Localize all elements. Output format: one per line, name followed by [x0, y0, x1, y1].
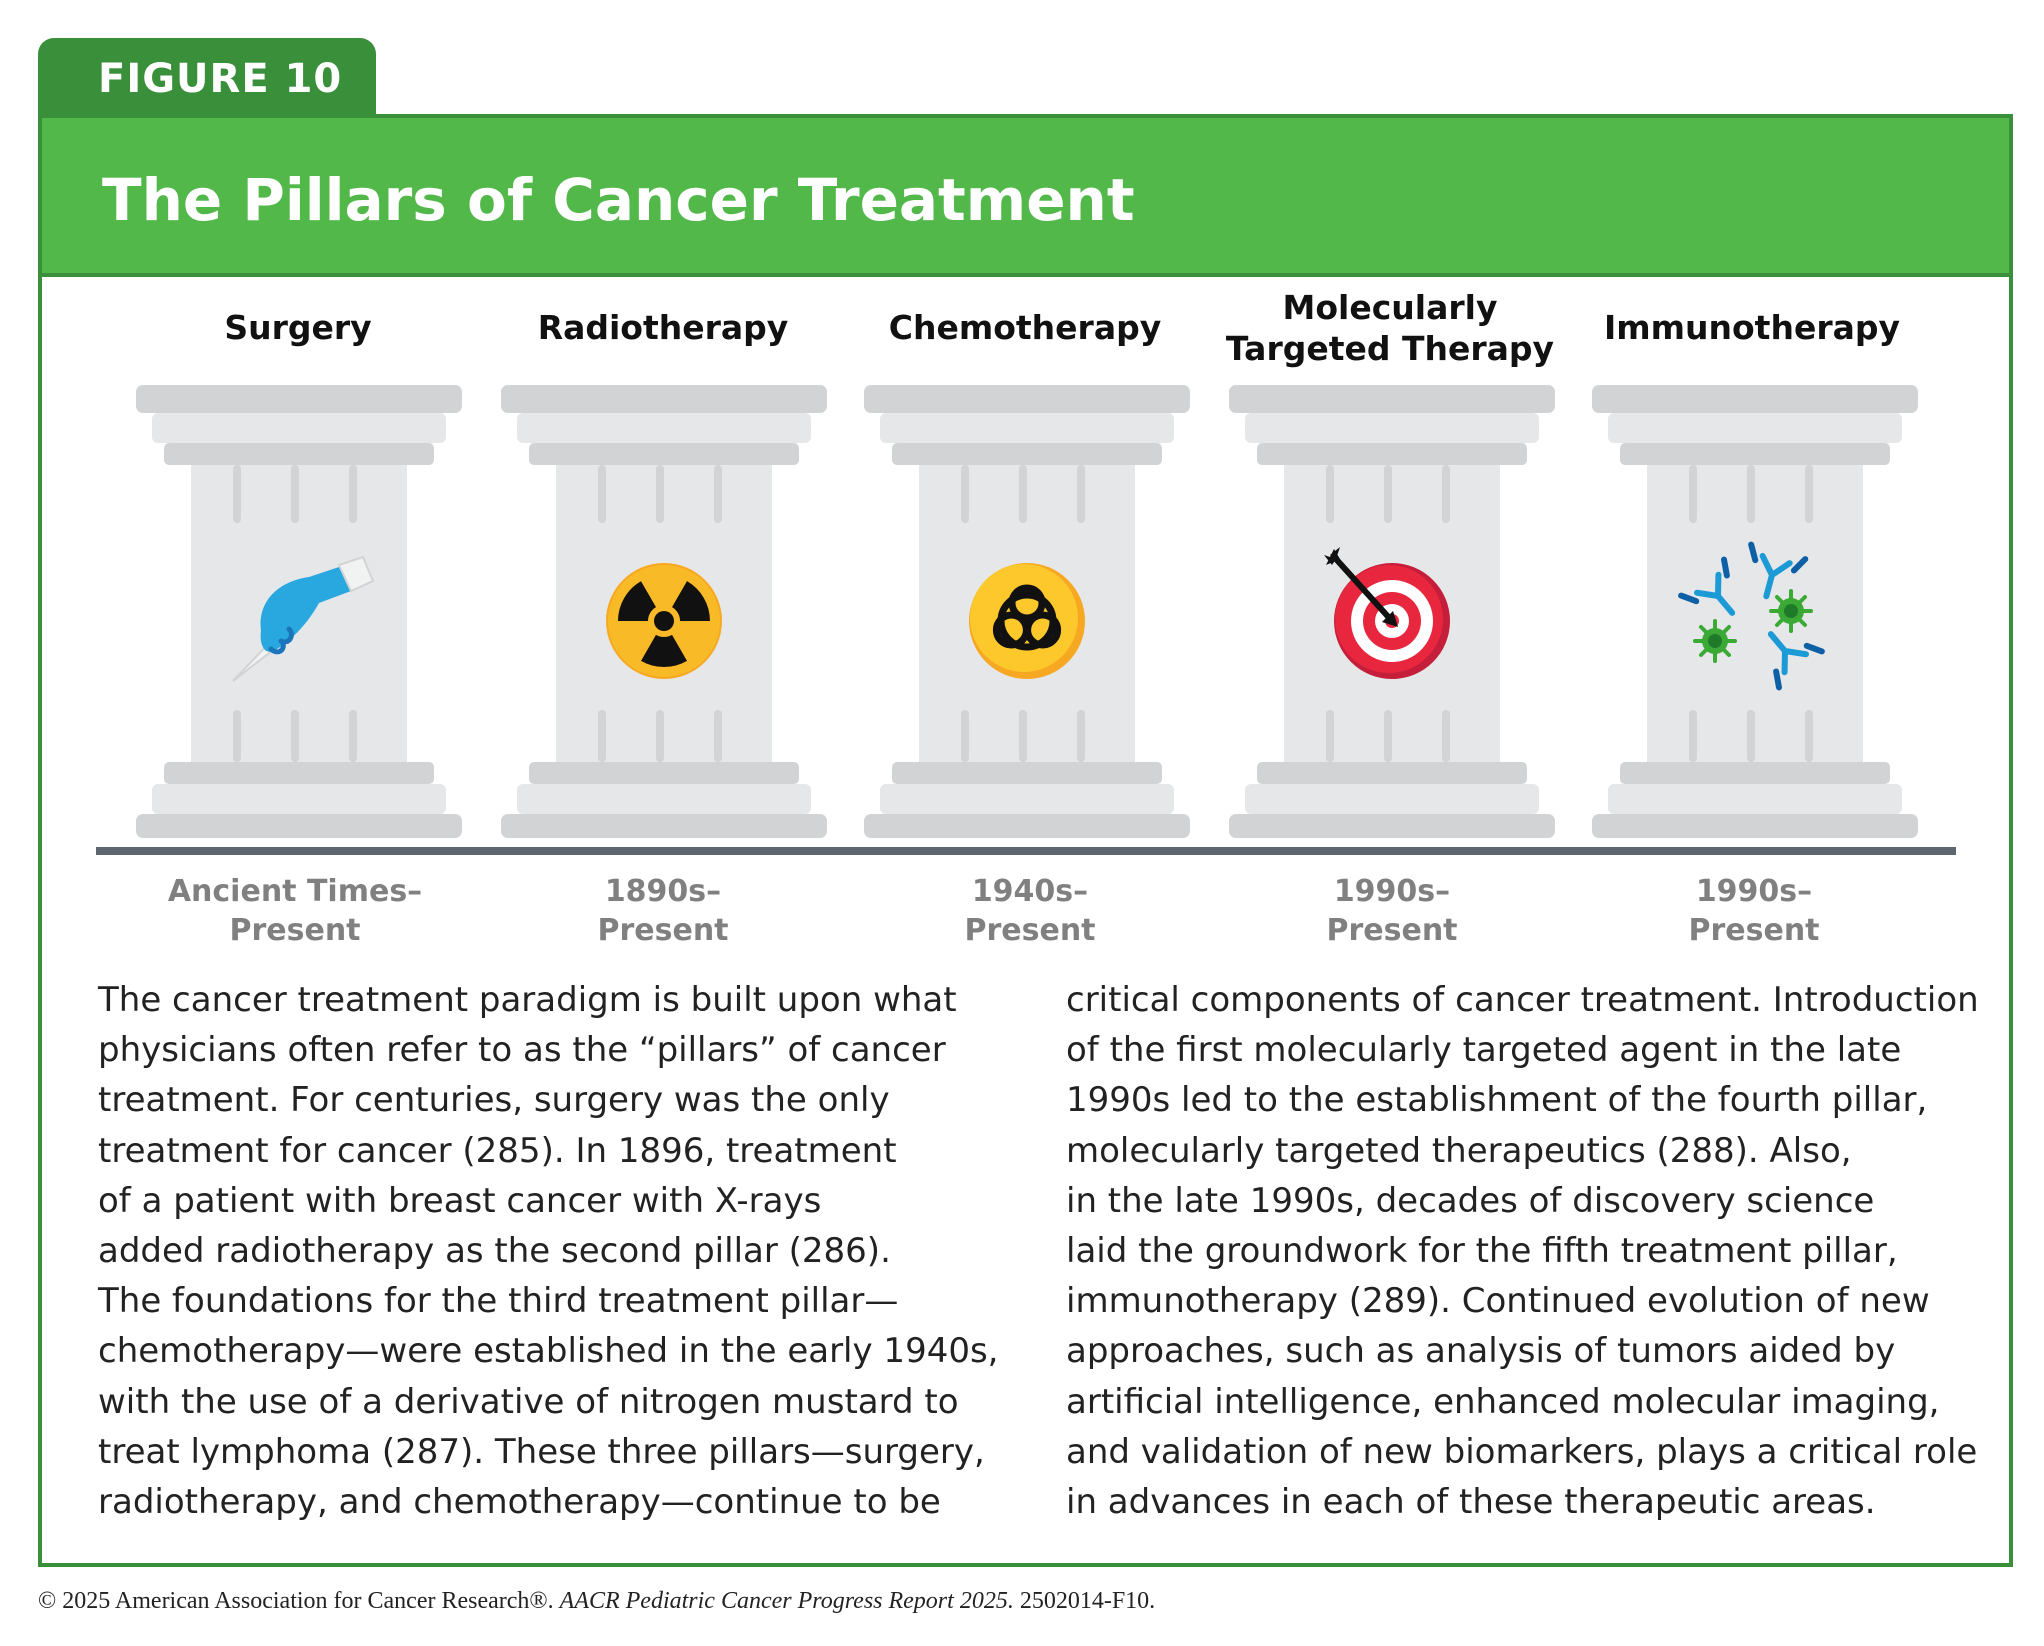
- figure-label: FIGURE 10: [98, 56, 343, 102]
- body-line: immunotherapy (289). Continued evolution of new: [1066, 1281, 1930, 1322]
- virus-icon: [1695, 621, 1735, 661]
- period-line: 1890s–: [604, 874, 722, 909]
- period-immunotherapy: [1604, 872, 1904, 950]
- pillar-title-line: Chemotherapy: [888, 308, 1162, 347]
- period-radiotherapy: [513, 872, 813, 950]
- pillar-surgery: [136, 385, 462, 850]
- body-line: 1990s led to the establishment of the fourth pillar,: [1066, 1080, 1928, 1121]
- body-line: physicians often refer to as the “pillars” of cancer: [98, 1030, 946, 1071]
- body-line: The foundations for the third treatment pillar—: [98, 1281, 899, 1322]
- body-line: approaches, such as analysis of tumors aided by: [1066, 1331, 1896, 1372]
- body-line: laid the groundwork for the fifth treatment pillar,: [1066, 1230, 1898, 1271]
- body-line: in the late 1990s, decades of discovery science: [1066, 1180, 1875, 1221]
- period-line: 1990s–: [1695, 874, 1813, 909]
- figure-title: The Pillars of Cancer Treatment: [102, 166, 1135, 234]
- period-line: Present: [964, 913, 1096, 948]
- body-line: treatment. For centuries, surgery was the only: [98, 1080, 890, 1121]
- period-line: Present: [1326, 913, 1458, 948]
- biohazard-icon: [969, 563, 1085, 679]
- pillar-column: [1592, 385, 1918, 838]
- copyright-credit: [38, 1588, 1155, 1615]
- virus-icon: [1771, 591, 1811, 631]
- credit-code: 2502014-F10.: [1019, 1588, 1156, 1614]
- pillar-title-line: Immunotherapy: [1603, 308, 1901, 347]
- pillar-title-line: Molecularly: [1282, 288, 1498, 327]
- title-band: [42, 118, 2009, 277]
- period-targeted-therapy: [1242, 872, 1542, 950]
- period-surgery: [145, 872, 445, 950]
- pillar-title-chemotherapy: [855, 307, 1195, 348]
- pillar-radiotherapy: [501, 385, 827, 850]
- body-line: radiotherapy, and chemotherapy—continue to be: [98, 1481, 941, 1522]
- period-line: Ancient Times–: [167, 874, 423, 909]
- body-line: critical components of cancer treatment. Introduction: [1066, 980, 1979, 1020]
- pillar-title-radiotherapy: [493, 307, 833, 348]
- credit-org: © 2025 American Association for Cancer Research®.: [38, 1588, 554, 1614]
- pillar-title-line: Surgery: [224, 308, 372, 347]
- period-line: Present: [597, 913, 729, 948]
- body-line: chemotherapy—were established in the early 1940s,: [98, 1331, 999, 1372]
- body-text-right: [1066, 975, 1979, 1527]
- body-line: with the use of a derivative of nitrogen mustard to: [98, 1381, 959, 1422]
- body-text-left: [98, 975, 999, 1527]
- figure-tab: [38, 38, 376, 120]
- pillar-targeted-therapy: [1229, 385, 1555, 850]
- body-line: The cancer treatment paradigm is built upon what: [98, 980, 957, 1020]
- body-line: artificial intelligence, enhanced molecular imaging,: [1066, 1381, 1940, 1422]
- body-line: of a patient with breast cancer with X-rays: [98, 1180, 822, 1221]
- pillar-title-line: Radiotherapy: [537, 308, 789, 347]
- pillar-title-line: Targeted Therapy: [1225, 329, 1555, 368]
- body-line: added radiotherapy as the second pillar (286).: [98, 1230, 891, 1271]
- pillar-chemotherapy: [864, 385, 1190, 850]
- body-line: in advances in each of these therapeutic areas.: [1066, 1481, 1876, 1522]
- credit-report: AACR Pediatric Cancer Progress Report 2025.: [559, 1588, 1014, 1614]
- timeline-baseline: [96, 847, 1956, 855]
- body-line: treatment for cancer (285). In 1896, treatment: [98, 1130, 897, 1171]
- body-line: treat lymphoma (287). These three pillars—surgery,: [98, 1431, 985, 1472]
- pillar-title-targeted-therapy: [1220, 287, 1560, 369]
- pillar-title-surgery: [128, 307, 468, 348]
- body-line: molecularly targeted therapeutics (288). Also,: [1066, 1130, 1852, 1171]
- period-chemotherapy: [880, 872, 1180, 950]
- period-line: 1940s–: [971, 874, 1089, 909]
- period-line: 1990s–: [1333, 874, 1451, 909]
- body-line: and validation of new biomarkers, plays a critical role: [1066, 1431, 1978, 1472]
- period-line: Present: [1688, 913, 1820, 948]
- body-line: of the first molecularly targeted agent in the late: [1066, 1030, 1902, 1071]
- pillar-title-immunotherapy: [1582, 307, 1922, 348]
- period-line: Present: [229, 913, 361, 948]
- pillar-immunotherapy: [1592, 385, 1918, 850]
